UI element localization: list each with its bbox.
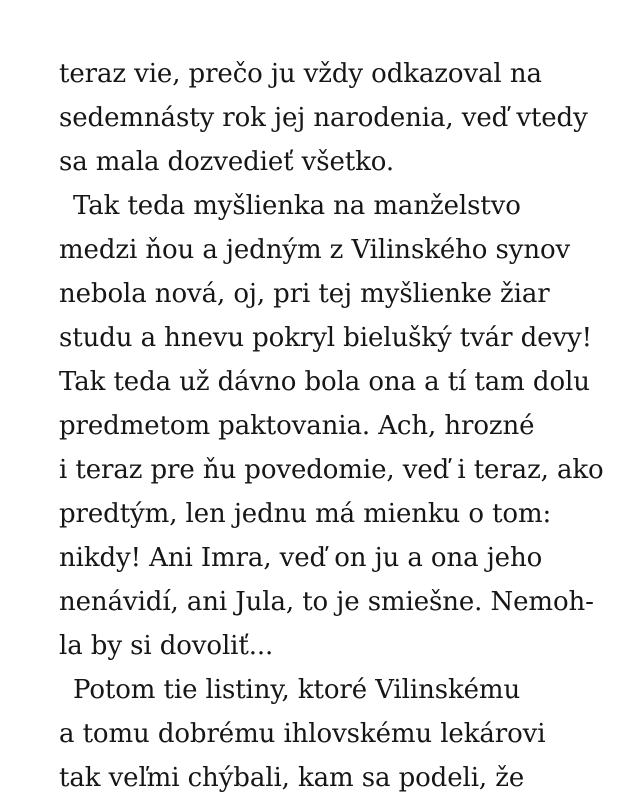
text-line: a tomu dobrému ihlovskému lekárovi (59, 719, 546, 749)
text-line: sa mala dozvedieť všetko. (59, 147, 395, 177)
text-line: studu a hnevu pokryl bielušký tvár devy! (59, 323, 592, 353)
text-line: i teraz pre ňu povedomie, veď i teraz, ako (59, 455, 604, 485)
text-line: nikdy! Ani Imra, veď on ju a ona jeho (59, 543, 543, 573)
text-line: teraz vie, prečo ju vždy odkazoval na (59, 59, 542, 89)
text-line: la by si dovoliť... (59, 631, 274, 661)
text-line: sedemnásty rok jej narodenia, veď vtedy (59, 103, 588, 133)
text-line: Tak teda myšlienka na manželstvo (73, 191, 521, 221)
text-line: predtým, len jednu má mienku o tom: (59, 499, 552, 529)
text-line: predmetom paktovania. Ach, hrozné (59, 411, 535, 441)
text-line: Tak teda už dávno bola ona a tí tam dolu (59, 367, 590, 397)
page-text (59, 52, 619, 800)
text-line: Potom tie listiny, ktoré Vilinskému (73, 675, 521, 705)
text-line: nebola nová, oj, pri tej myšlienke žiar (59, 279, 550, 309)
text-line: medzi ňou a jedným z Vilinského synov (59, 235, 571, 265)
text-line: tak veľmi chýbali, kam sa podeli, že (59, 763, 525, 793)
text-line: nenávidí, ani Jula, to je smiešne. Nemoh- (59, 587, 594, 617)
